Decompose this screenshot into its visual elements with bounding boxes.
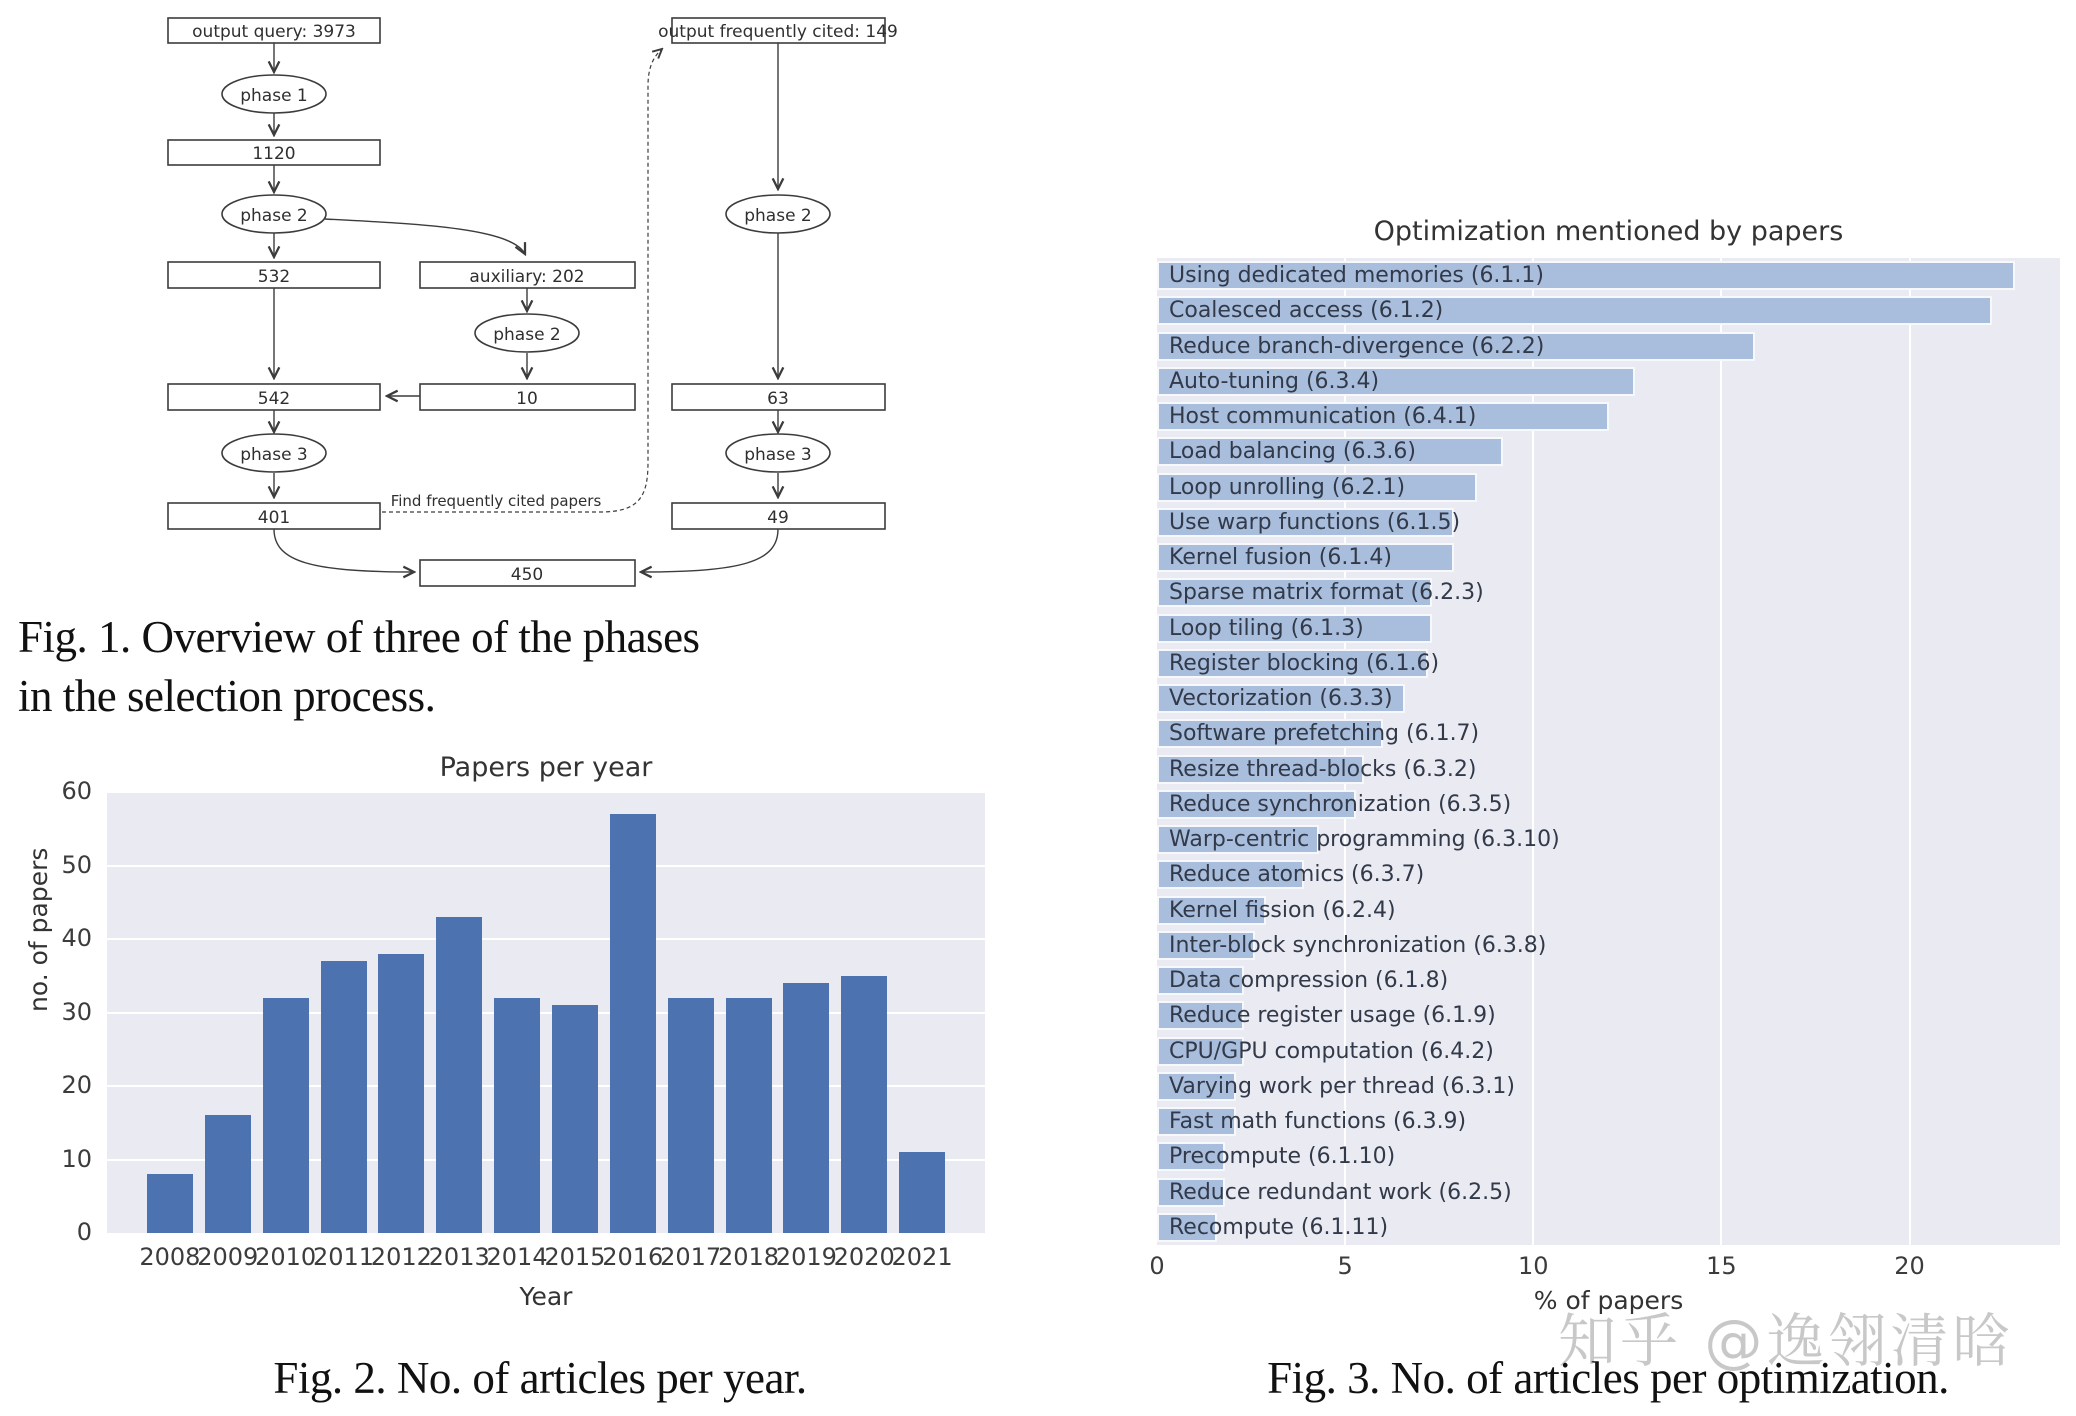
x-tick-label: 2020: [833, 1243, 895, 1271]
flowchart-box-532-label: 532: [257, 267, 291, 287]
flowchart-box-1120-label: 1120: [252, 144, 296, 164]
y-tick-label: 0: [76, 1218, 92, 1246]
gridline: [1720, 258, 1722, 1245]
flowchart-box-542-label: 542: [257, 389, 291, 409]
x-tick-label: 2017: [660, 1243, 722, 1271]
fig2-y-axis-label: no. of papers: [24, 847, 53, 1012]
y-tick-label: 20: [61, 1071, 92, 1099]
x-tick-label: 2008: [139, 1243, 201, 1271]
bar: [668, 998, 714, 1233]
bar-label: Software prefetching (6.1.7): [1169, 721, 1480, 747]
gridline: [107, 938, 985, 940]
bar-label: Coalesced access (6.1.2): [1169, 298, 1444, 324]
edge-401-450: [274, 529, 414, 572]
x-tick-label: 15: [1706, 1252, 1737, 1280]
gridline: [1909, 258, 1911, 1245]
bar-label: Resize thread-blocks (6.3.2): [1169, 756, 1477, 782]
fig1-caption: Fig. 1. Overview of three of the phases in the selection process.: [18, 612, 700, 721]
bar-label: Inter-block synchronization (6.3.8): [1169, 932, 1547, 958]
x-tick-label: 2011: [312, 1243, 375, 1271]
bar-label: Host communication (6.4.1): [1169, 404, 1477, 430]
x-tick-label: 2015: [544, 1243, 606, 1271]
bar-label: Varying work per thread (6.3.1): [1169, 1073, 1515, 1099]
bar: [436, 917, 482, 1233]
bar-label: CPU/GPU computation (6.4.2): [1169, 1038, 1494, 1064]
bar-label: Loop tiling (6.1.3): [1169, 615, 1364, 641]
flowchart-box-401-label: 401: [257, 508, 291, 528]
bar-label: Reduce branch-divergence (6.2.2): [1169, 333, 1545, 359]
x-tick-label: 20: [1894, 1252, 1925, 1280]
fig3-x-axis-label: % of papers: [1533, 1286, 1684, 1315]
fig2-caption: Fig. 2. No. of articles per year.: [273, 1353, 807, 1403]
flowchart-ellipse-phase3-right-label: phase 3: [744, 445, 812, 465]
bar-label: Fast math functions (6.3.9): [1169, 1109, 1467, 1135]
x-tick-label: 10: [1517, 1252, 1549, 1280]
bar: [552, 1005, 598, 1233]
y-tick-label: 40: [61, 924, 92, 952]
bar: [321, 961, 367, 1233]
gridline: [107, 791, 985, 793]
flowchart-box-450-label: 450: [510, 565, 544, 585]
y-tick-label: 50: [61, 850, 92, 879]
y-tick-label: 30: [61, 997, 92, 1026]
bar-label: Reduce redundant work (6.2.5): [1169, 1179, 1512, 1205]
flowchart-ellipse-phase2-right-label: phase 2: [744, 206, 812, 226]
bar-label: Sparse matrix format (6.2.3): [1169, 580, 1484, 606]
edge-phase2-aux: [325, 219, 525, 254]
flowchart-ellipse-phase2-mid-label: phase 2: [493, 325, 561, 345]
bar: [147, 1174, 193, 1233]
bar-label: Using dedicated memories (6.1.1): [1169, 263, 1544, 289]
x-tick-label: 2018: [717, 1243, 780, 1271]
zhihu-watermark: 知乎 @逸翎清晗: [1558, 1307, 2015, 1375]
y-tick-label: 60: [61, 777, 92, 805]
bar-label: Loop unrolling (6.2.1): [1169, 474, 1406, 500]
x-tick-label: 2012: [370, 1243, 432, 1271]
bar-label: Warp-centric programming (6.3.10): [1169, 827, 1560, 853]
x-tick-label: 2013: [428, 1243, 490, 1271]
flowchart-box-10-label: 10: [516, 389, 538, 409]
flowchart-ellipse-phase1-label: phase 1: [240, 86, 308, 106]
bar-label: Use warp functions (6.1.5): [1169, 509, 1461, 535]
flowchart-box-output-query-label: output query: 3973: [192, 22, 356, 42]
bar: [899, 1152, 945, 1233]
flowchart-ellipse-phase2-left-label: phase 2: [240, 206, 308, 226]
bar-label: Vectorization (6.3.3): [1169, 686, 1393, 712]
fig3-caption: Fig. 3. No. of articles per optimization.: [1267, 1353, 1949, 1403]
flowchart-box-auxiliary-label: auxiliary: 202: [469, 267, 585, 287]
bar: [610, 814, 656, 1233]
x-tick-label: 2010: [255, 1243, 317, 1271]
x-tick-label: 5: [1337, 1252, 1353, 1280]
x-tick-label: 2009: [197, 1243, 259, 1271]
bar-label: Register blocking (6.1.6): [1169, 650, 1440, 676]
edge-label-find-cited: Find frequently cited papers: [390, 492, 602, 510]
fig2-chart-title: Papers per year: [439, 752, 653, 783]
bar-label: Reduce synchronization (6.3.5): [1169, 791, 1512, 817]
bar-label: Auto-tuning (6.3.4): [1169, 368, 1380, 394]
x-tick-label: 2021: [891, 1243, 953, 1271]
bar-label: Recompute (6.1.11): [1169, 1214, 1389, 1240]
bar-label: Reduce atomics (6.3.7): [1169, 862, 1425, 888]
bar: [494, 998, 540, 1233]
y-tick-label: 10: [61, 1144, 92, 1173]
bar-label: Kernel fission (6.2.4): [1169, 897, 1396, 923]
bar: [378, 954, 424, 1233]
flowchart-box-49-label: 49: [767, 508, 789, 528]
fig2-plot-area: [107, 792, 985, 1233]
flowchart-ellipse-phase3-left-label: phase 3: [240, 445, 308, 465]
bar: [783, 983, 829, 1233]
bar: [841, 976, 887, 1233]
x-tick-label: 2016: [602, 1243, 664, 1271]
flowchart-box-output-cited-label: output frequently cited: 149: [658, 22, 898, 42]
x-tick-label: 0: [1149, 1252, 1165, 1280]
fig3-chart-title: Optimization mentioned by papers: [1373, 216, 1844, 247]
x-tick-label: 2019: [775, 1243, 837, 1271]
fig3-plot-area: [1157, 258, 2060, 1245]
bar-label: Reduce register usage (6.1.9): [1169, 1003, 1496, 1029]
bar: [205, 1115, 251, 1233]
gridline: [107, 865, 985, 867]
bar-label: Precompute (6.1.10): [1169, 1144, 1396, 1170]
x-tick-label: 2014: [486, 1243, 548, 1271]
flowchart-box-63-label: 63: [767, 389, 789, 409]
bar-label: Kernel fusion (6.1.4): [1169, 545, 1392, 571]
selection-process-flowchart: [0, 0, 930, 615]
bar: [726, 998, 772, 1233]
edge-49-450: [641, 529, 778, 572]
bar-label: Data compression (6.1.8): [1169, 968, 1449, 994]
bar: [263, 998, 309, 1233]
fig2-x-axis-label: Year: [519, 1282, 573, 1311]
bar-label: Load balancing (6.3.6): [1169, 439, 1417, 465]
